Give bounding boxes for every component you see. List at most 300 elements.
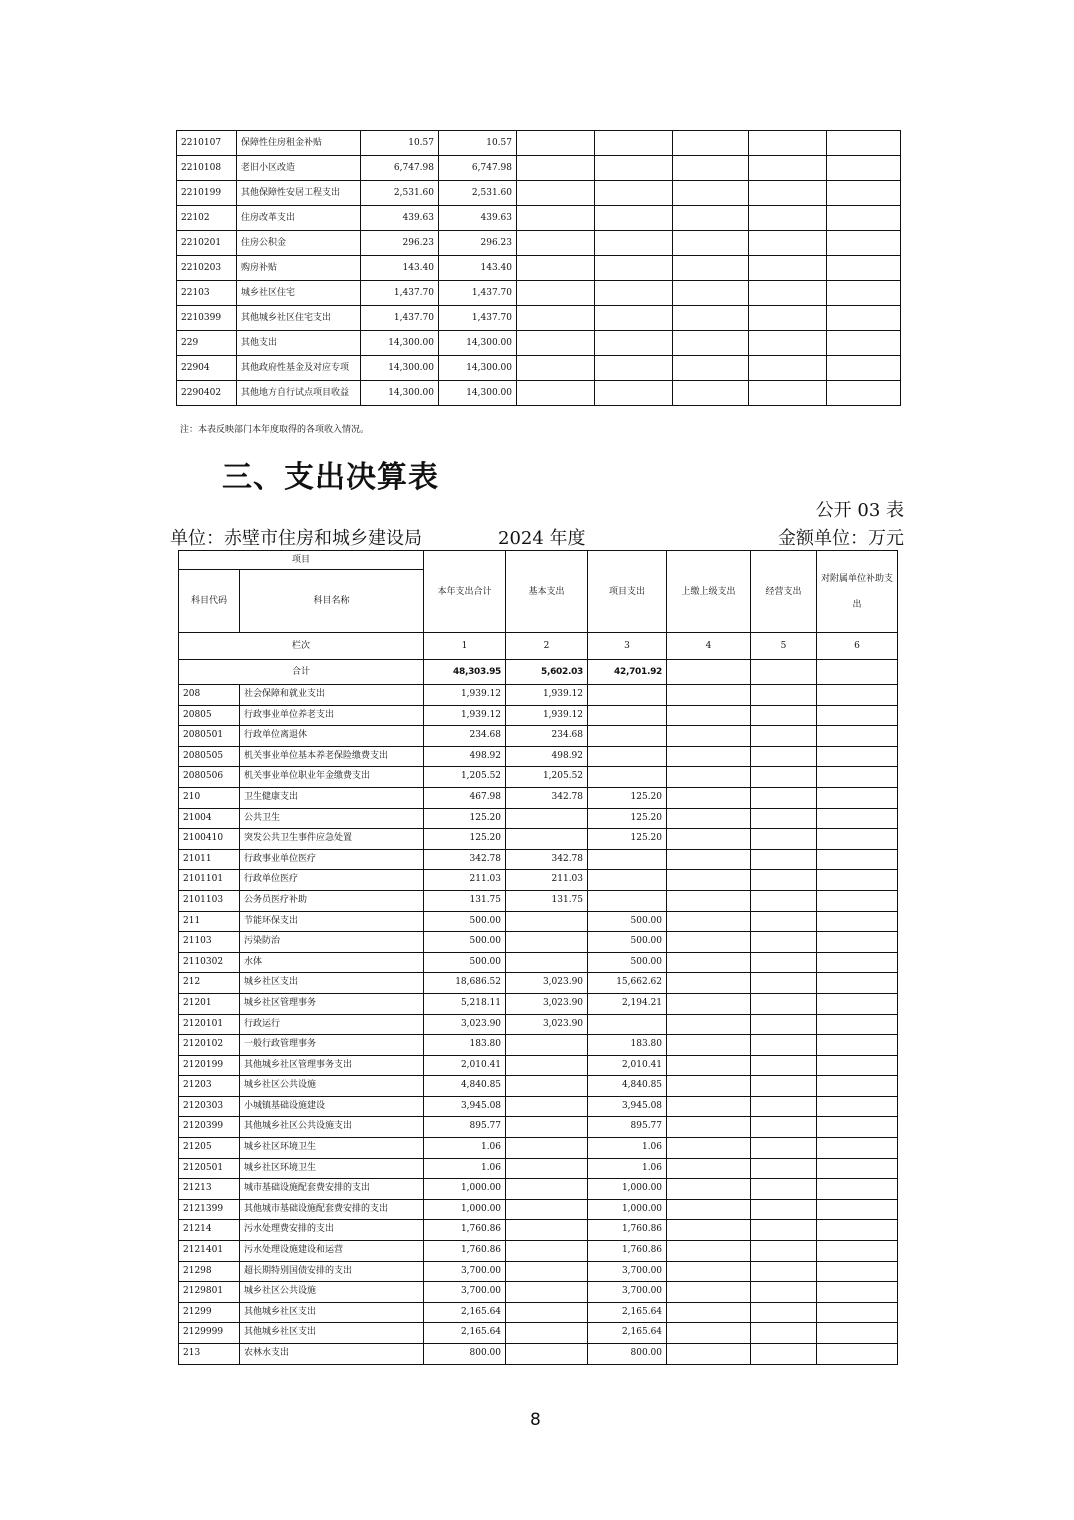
- basic-expense: 3,023.90: [506, 1014, 588, 1035]
- subject-name: 城乡社区管理事务: [240, 993, 424, 1014]
- operating-expense: [751, 1323, 817, 1344]
- income-table-row: [177, 356, 901, 381]
- total-expense: 1,000.00: [424, 1199, 506, 1220]
- subsidy-affiliated-expense: [817, 1302, 898, 1323]
- remit-superior-expense: [667, 767, 751, 788]
- empty-cell: [673, 181, 749, 206]
- empty-cell: [595, 231, 673, 256]
- basic-expense: 131.75: [506, 890, 588, 911]
- subsidy-affiliated-expense: [817, 1199, 898, 1220]
- subject-code: 21213: [179, 1179, 240, 1200]
- subject-name: 住房改革支出: [237, 206, 361, 231]
- subsidy-affiliated-expense: [817, 746, 898, 767]
- subject-code: 2210201: [177, 231, 237, 256]
- subject-code: 2080506: [179, 767, 240, 788]
- operating-expense: [751, 1199, 817, 1220]
- project-expense: [588, 1014, 667, 1035]
- subsidy-affiliated-expense: [817, 1117, 898, 1138]
- empty-cell: [517, 381, 595, 406]
- basic-expense: [506, 1282, 588, 1303]
- operating-expense: [751, 767, 817, 788]
- expense-table-row: [179, 829, 898, 850]
- total-expense: 1.06: [424, 1158, 506, 1179]
- subject-code: 2121401: [179, 1241, 240, 1262]
- remit-superior-expense: [667, 726, 751, 747]
- subject-name: 一般行政管理事务: [240, 1035, 424, 1056]
- subject-code: 2100410: [179, 829, 240, 850]
- remit-superior-expense: [667, 870, 751, 891]
- form-number: 公开 03 表: [815, 500, 904, 521]
- header-basic: 基本支出: [506, 551, 588, 633]
- empty-cell: [673, 331, 749, 356]
- total-operating: [751, 660, 817, 685]
- empty-cell: [673, 356, 749, 381]
- subject-code: 2129801: [179, 1282, 240, 1303]
- expense-table: [178, 550, 898, 1365]
- total-expense: 500.00: [424, 911, 506, 932]
- subject-code: 21103: [179, 932, 240, 953]
- subject-name: 城乡社区支出: [240, 973, 424, 994]
- total-expense: 1,760.86: [424, 1220, 506, 1241]
- subsidy-affiliated-expense: [817, 1014, 898, 1035]
- operating-expense: [751, 973, 817, 994]
- empty-cell: [517, 281, 595, 306]
- remit-superior-expense: [667, 890, 751, 911]
- total-expense: 5,218.11: [424, 993, 506, 1014]
- subject-name: 行政事业单位养老支出: [240, 705, 424, 726]
- operating-expense: [751, 685, 817, 706]
- expense-table-row: [179, 870, 898, 891]
- operating-expense: [751, 849, 817, 870]
- project-expense: 2,194.21: [588, 993, 667, 1014]
- subject-code: 208: [179, 685, 240, 706]
- total-expense: 342.78: [424, 849, 506, 870]
- subsidy-affiliated-expense: [817, 870, 898, 891]
- subsidy-affiliated-expense: [817, 829, 898, 850]
- remit-superior-expense: [667, 1241, 751, 1262]
- total-expense: 500.00: [424, 932, 506, 953]
- total-label: 合计: [179, 660, 424, 685]
- operating-expense: [751, 1344, 817, 1365]
- fiscal-amount: 1,437.70: [439, 306, 517, 331]
- subject-code: 2121399: [179, 1199, 240, 1220]
- basic-expense: [506, 808, 588, 829]
- empty-cell: [673, 256, 749, 281]
- empty-cell: [517, 331, 595, 356]
- subject-name: 机关事业单位基本养老保险缴费支出: [240, 746, 424, 767]
- expense-table-row: [179, 973, 898, 994]
- remit-superior-expense: [667, 1158, 751, 1179]
- total-row: [179, 660, 898, 685]
- operating-expense: [751, 1014, 817, 1035]
- fiscal-amount: 6,747.98: [439, 156, 517, 181]
- index-6: 6: [817, 633, 898, 660]
- total-expense: 1,939.12: [424, 705, 506, 726]
- index-3: 3: [588, 633, 667, 660]
- subject-code: 213: [179, 1344, 240, 1365]
- subject-code: 212: [179, 973, 240, 994]
- expense-table-row: [179, 1179, 898, 1200]
- subsidy-affiliated-expense: [817, 1323, 898, 1344]
- total-amount: 1,437.70: [361, 306, 439, 331]
- remit-superior-expense: [667, 1220, 751, 1241]
- expense-table-row: [179, 726, 898, 747]
- empty-cell: [595, 181, 673, 206]
- empty-cell: [827, 356, 901, 381]
- project-expense: [588, 890, 667, 911]
- header-item: 项目: [179, 551, 424, 570]
- subject-code: 2210199: [177, 181, 237, 206]
- expense-table-row: [179, 705, 898, 726]
- subject-name: 卫生健康支出: [240, 787, 424, 808]
- remit-superior-expense: [667, 1344, 751, 1365]
- remit-superior-expense: [667, 1179, 751, 1200]
- operating-expense: [751, 705, 817, 726]
- basic-expense: 211.03: [506, 870, 588, 891]
- subject-code: 2110302: [179, 952, 240, 973]
- subject-name: 社会保障和就业支出: [240, 685, 424, 706]
- total-amount: 143.40: [361, 256, 439, 281]
- project-expense: [588, 849, 667, 870]
- remit-superior-expense: [667, 705, 751, 726]
- remit-superior-expense: [667, 1261, 751, 1282]
- total-expense: 211.03: [424, 870, 506, 891]
- expense-table-row: [179, 746, 898, 767]
- basic-expense: [506, 1076, 588, 1097]
- operating-expense: [751, 1302, 817, 1323]
- empty-cell: [595, 206, 673, 231]
- header-project: 项目支出: [588, 551, 667, 633]
- total-expense: 1,205.52: [424, 767, 506, 788]
- subsidy-affiliated-expense: [817, 849, 898, 870]
- operating-expense: [751, 1076, 817, 1097]
- project-expense: 2,010.41: [588, 1055, 667, 1076]
- subject-name: 其他城乡社区公共设施支出: [240, 1117, 424, 1138]
- subject-name: 其他城乡社区住宅支出: [237, 306, 361, 331]
- subsidy-affiliated-expense: [817, 1096, 898, 1117]
- expense-table-row: [179, 1117, 898, 1138]
- subject-code: 2120501: [179, 1158, 240, 1179]
- total-expense: 500.00: [424, 952, 506, 973]
- fiscal-amount: 14,300.00: [439, 381, 517, 406]
- total-expense: 234.68: [424, 726, 506, 747]
- subject-code: 211: [179, 911, 240, 932]
- project-expense: 500.00: [588, 932, 667, 953]
- subject-code: 21299: [179, 1302, 240, 1323]
- empty-cell: [749, 381, 827, 406]
- total-expense: 1,939.12: [424, 685, 506, 706]
- total-amount: 1,437.70: [361, 281, 439, 306]
- empty-cell: [673, 306, 749, 331]
- remit-superior-expense: [667, 993, 751, 1014]
- project-expense: [588, 705, 667, 726]
- remit-superior-expense: [667, 1323, 751, 1344]
- project-expense: 1,760.86: [588, 1220, 667, 1241]
- remit-superior-expense: [667, 1076, 751, 1097]
- remit-superior-expense: [667, 1035, 751, 1056]
- subject-name: 其他城乡社区支出: [240, 1302, 424, 1323]
- empty-cell: [827, 181, 901, 206]
- expense-table-row: [179, 1344, 898, 1365]
- subject-code: 2120102: [179, 1035, 240, 1056]
- empty-cell: [517, 306, 595, 331]
- empty-cell: [673, 206, 749, 231]
- empty-cell: [749, 206, 827, 231]
- remit-superior-expense: [667, 746, 751, 767]
- subject-name: 其他支出: [237, 331, 361, 356]
- expense-table-row: [179, 808, 898, 829]
- index-1: 1: [424, 633, 506, 660]
- total-expense: 125.20: [424, 808, 506, 829]
- subject-code: 2290402: [177, 381, 237, 406]
- basic-expense: [506, 1096, 588, 1117]
- total-basic: 5,602.03: [506, 660, 588, 685]
- subsidy-affiliated-expense: [817, 1158, 898, 1179]
- operating-expense: [751, 1158, 817, 1179]
- expense-table-row: [179, 1241, 898, 1262]
- empty-cell: [517, 356, 595, 381]
- empty-cell: [517, 131, 595, 156]
- subject-name: 污染防治: [240, 932, 424, 953]
- project-expense: 3,700.00: [588, 1282, 667, 1303]
- subject-code: 2210107: [177, 131, 237, 156]
- fiscal-amount: 1,437.70: [439, 281, 517, 306]
- index-2: 2: [506, 633, 588, 660]
- empty-cell: [827, 131, 901, 156]
- total-amount: 439.63: [361, 206, 439, 231]
- index-4: 4: [667, 633, 751, 660]
- subject-code: 2210108: [177, 156, 237, 181]
- operating-expense: [751, 1035, 817, 1056]
- empty-cell: [595, 281, 673, 306]
- empty-cell: [749, 156, 827, 181]
- project-expense: 15,662.62: [588, 973, 667, 994]
- expense-table-row: [179, 1302, 898, 1323]
- total-expense: 2,165.64: [424, 1323, 506, 1344]
- subject-name: 节能环保支出: [240, 911, 424, 932]
- expense-table-row: [179, 952, 898, 973]
- total-expense: 3,945.08: [424, 1096, 506, 1117]
- operating-expense: [751, 746, 817, 767]
- empty-cell: [749, 181, 827, 206]
- total-expense: 498.92: [424, 746, 506, 767]
- operating-expense: [751, 1138, 817, 1159]
- subject-code: 2210203: [177, 256, 237, 281]
- total-expense: 18,686.52: [424, 973, 506, 994]
- fiscal-amount: 143.40: [439, 256, 517, 281]
- remit-superior-expense: [667, 952, 751, 973]
- subsidy-affiliated-expense: [817, 911, 898, 932]
- subject-name: 行政运行: [240, 1014, 424, 1035]
- project-expense: [588, 767, 667, 788]
- basic-expense: 1,939.12: [506, 705, 588, 726]
- income-table-row: [177, 256, 901, 281]
- income-table-row: [177, 156, 901, 181]
- operating-expense: [751, 1261, 817, 1282]
- page-number: 8: [530, 1410, 541, 1430]
- empty-cell: [595, 306, 673, 331]
- project-expense: 1.06: [588, 1158, 667, 1179]
- total-amount: 48,303.95: [424, 660, 506, 685]
- subject-name: 城乡社区环境卫生: [240, 1158, 424, 1179]
- total-expense: 2,010.41: [424, 1055, 506, 1076]
- basic-expense: [506, 1035, 588, 1056]
- project-expense: 895.77: [588, 1117, 667, 1138]
- empty-cell: [595, 156, 673, 181]
- remit-superior-expense: [667, 932, 751, 953]
- empty-cell: [749, 231, 827, 256]
- total-expense: 895.77: [424, 1117, 506, 1138]
- subsidy-affiliated-expense: [817, 993, 898, 1014]
- subject-code: 21203: [179, 1076, 240, 1097]
- expense-table-row: [179, 1096, 898, 1117]
- fiscal-amount: 14,300.00: [439, 356, 517, 381]
- operating-expense: [751, 952, 817, 973]
- project-expense: 1.06: [588, 1138, 667, 1159]
- subject-name: 保障性住房租金补贴: [237, 131, 361, 156]
- basic-expense: [506, 1055, 588, 1076]
- empty-cell: [673, 131, 749, 156]
- basic-expense: 3,023.90: [506, 993, 588, 1014]
- subsidy-affiliated-expense: [817, 932, 898, 953]
- operating-expense: [751, 993, 817, 1014]
- basic-expense: 1,939.12: [506, 685, 588, 706]
- expense-table-row: [179, 911, 898, 932]
- remit-superior-expense: [667, 685, 751, 706]
- subject-code: 2129999: [179, 1323, 240, 1344]
- remit-superior-expense: [667, 1014, 751, 1035]
- operating-expense: [751, 726, 817, 747]
- expense-table-row: [179, 993, 898, 1014]
- subject-name: 行政单位离退休: [240, 726, 424, 747]
- basic-expense: 342.78: [506, 849, 588, 870]
- basic-expense: [506, 1344, 588, 1365]
- empty-cell: [827, 281, 901, 306]
- subsidy-affiliated-expense: [817, 685, 898, 706]
- empty-cell: [749, 356, 827, 381]
- operating-expense: [751, 1055, 817, 1076]
- income-table-row: [177, 231, 901, 256]
- total-expense: 183.80: [424, 1035, 506, 1056]
- section-title: 三、支出决算表: [222, 460, 439, 495]
- expense-table-row: [179, 1158, 898, 1179]
- income-table-row: [177, 181, 901, 206]
- operating-expense: [751, 1117, 817, 1138]
- subject-code: 210: [179, 787, 240, 808]
- project-expense: 3,700.00: [588, 1261, 667, 1282]
- subject-code: 2080501: [179, 726, 240, 747]
- empty-cell: [749, 131, 827, 156]
- remit-superior-expense: [667, 1199, 751, 1220]
- basic-expense: [506, 1199, 588, 1220]
- header-row-item: [179, 551, 898, 570]
- subject-name: 水体: [240, 952, 424, 973]
- empty-cell: [517, 231, 595, 256]
- subject-code: 22103: [177, 281, 237, 306]
- fiscal-amount: 14,300.00: [439, 331, 517, 356]
- subsidy-affiliated-expense: [817, 1241, 898, 1262]
- subject-name: 小城镇基础设施建设: [240, 1096, 424, 1117]
- expense-table-row: [179, 767, 898, 788]
- subject-name: 其他城市基础设施配套费安排的支出: [240, 1199, 424, 1220]
- subject-name: 突发公共卫生事件应急处置: [240, 829, 424, 850]
- subject-code: 21201: [179, 993, 240, 1014]
- subject-name: 城乡社区住宅: [237, 281, 361, 306]
- subject-name: 城乡社区环境卫生: [240, 1138, 424, 1159]
- empty-cell: [517, 206, 595, 231]
- subject-code: 2120399: [179, 1117, 240, 1138]
- basic-expense: 3,023.90: [506, 973, 588, 994]
- total-amount: 14,300.00: [361, 331, 439, 356]
- subject-name: 超长期特别国债安排的支出: [240, 1261, 424, 1282]
- subject-name: 城乡社区公共设施: [240, 1282, 424, 1303]
- operating-expense: [751, 870, 817, 891]
- total-amount: 6,747.98: [361, 156, 439, 181]
- empty-cell: [827, 306, 901, 331]
- empty-cell: [595, 256, 673, 281]
- basic-expense: [506, 1158, 588, 1179]
- subject-name: 其他政府性基金及对应专项: [237, 356, 361, 381]
- operating-expense: [751, 1220, 817, 1241]
- header-code: 科目代码: [179, 570, 240, 633]
- total-expense: 4,840.85: [424, 1076, 506, 1097]
- remit-superior-expense: [667, 973, 751, 994]
- amount-unit: 金额单位：万元: [778, 528, 904, 549]
- subject-code: 2120101: [179, 1014, 240, 1035]
- subject-name: 其他城乡社区支出: [240, 1323, 424, 1344]
- basic-expense: [506, 1117, 588, 1138]
- basic-expense: [506, 932, 588, 953]
- subject-code: 229: [177, 331, 237, 356]
- expense-table-row: [179, 890, 898, 911]
- subject-code: 21205: [179, 1138, 240, 1159]
- empty-cell: [517, 156, 595, 181]
- operating-expense: [751, 932, 817, 953]
- project-expense: 3,945.08: [588, 1096, 667, 1117]
- expense-table-row: [179, 1138, 898, 1159]
- expense-table-row: [179, 787, 898, 808]
- operating-expense: [751, 911, 817, 932]
- basic-expense: [506, 952, 588, 973]
- subsidy-affiliated-expense: [817, 1035, 898, 1056]
- index-label: 栏次: [179, 633, 424, 660]
- remit-superior-expense: [667, 1282, 751, 1303]
- remit-superior-expense: [667, 911, 751, 932]
- basic-expense: 1,205.52: [506, 767, 588, 788]
- operating-expense: [751, 1241, 817, 1262]
- remit-superior-expense: [667, 1302, 751, 1323]
- empty-cell: [673, 231, 749, 256]
- basic-expense: 342.78: [506, 787, 588, 808]
- basic-expense: 498.92: [506, 746, 588, 767]
- empty-cell: [673, 156, 749, 181]
- subject-name: 污水处理费安排的支出: [240, 1220, 424, 1241]
- subject-name: 行政事业单位医疗: [240, 849, 424, 870]
- subsidy-affiliated-expense: [817, 787, 898, 808]
- total-expense: 800.00: [424, 1344, 506, 1365]
- subject-name: 其他地方自行试点项目收益: [237, 381, 361, 406]
- reporting-unit: 单位：赤壁市住房和城乡建设局: [170, 528, 422, 549]
- income-table-row: [177, 381, 901, 406]
- project-expense: 2,165.64: [588, 1302, 667, 1323]
- empty-cell: [749, 331, 827, 356]
- project-expense: 4,840.85: [588, 1076, 667, 1097]
- income-table-row: [177, 281, 901, 306]
- total-amount: 296.23: [361, 231, 439, 256]
- remit-superior-expense: [667, 849, 751, 870]
- subject-name: 其他保障性安居工程支出: [237, 181, 361, 206]
- project-expense: 1,000.00: [588, 1199, 667, 1220]
